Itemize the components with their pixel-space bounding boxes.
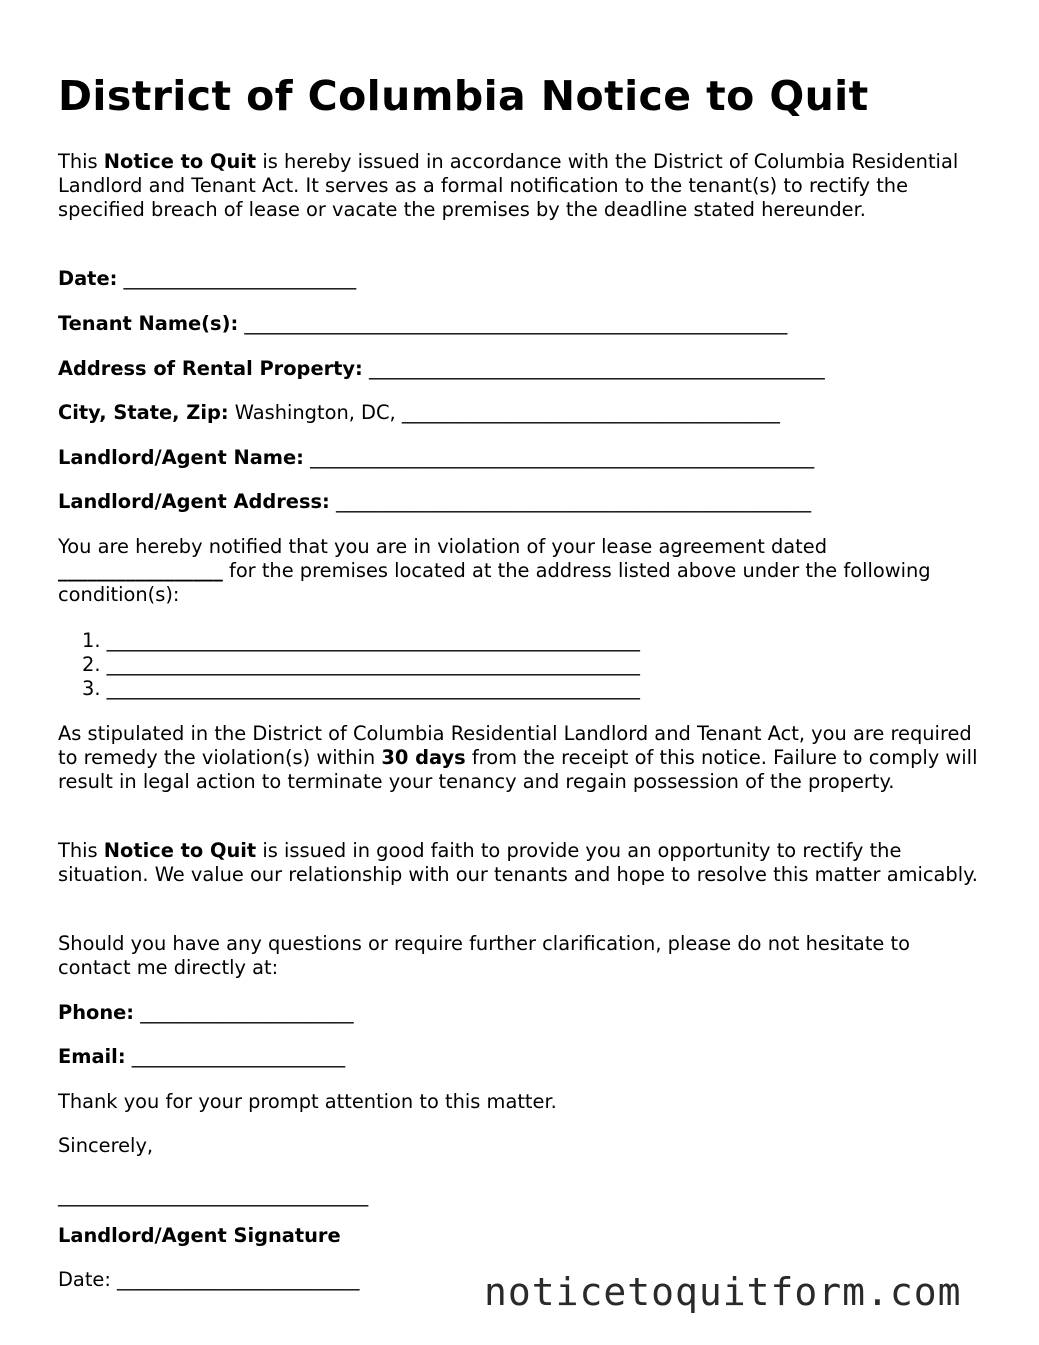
landlord-address-field <box>58 490 811 514</box>
address-field <box>58 357 825 381</box>
address-label: Address of Rental Property: <box>58 357 363 380</box>
tenant-field <box>58 312 787 336</box>
signature-label <box>58 1224 341 1248</box>
questions-paragraph: Should you have any questions or require further clarification, please do not hesitate to contact me directly at: <box>58 932 910 980</box>
email-label: Email: <box>58 1045 126 1068</box>
stipulation-paragraph <box>58 722 988 795</box>
good-faith-paragraph <box>58 839 988 887</box>
closing-line: Sincerely, <box>58 1134 154 1157</box>
date-blank[interactable]: ________________________ <box>123 267 357 290</box>
violation-line-1: You are hereby notified that you are in violation of your lease agreement dated <box>58 535 828 558</box>
landlord-name-blank[interactable]: ____________________________________________________ <box>310 446 815 469</box>
tenant-label: Tenant Name(s): <box>58 312 239 335</box>
city-field <box>58 401 780 425</box>
condition-item[interactable]: 2. _______________________________________________________ <box>82 653 640 677</box>
good-faith-text-start: This <box>58 839 104 862</box>
city-blank[interactable]: _______________________________________ <box>401 401 780 424</box>
violation-line-2 <box>58 559 931 583</box>
landlord-name-field <box>58 446 814 470</box>
city-value: Washington, DC, <box>234 401 402 424</box>
signature-date-field <box>58 1268 359 1292</box>
city-label: City, State, Zip: <box>58 401 229 424</box>
signature-date-label: Date: <box>58 1268 118 1291</box>
violation-line-3: condition(s): <box>58 583 180 606</box>
intro-text-end: is hereby issued in accordance with the District of Columbia Residential Landlord and Tenant Act. It serves as a formal notification to the tenant(s) to rectify the specified breach of lease or vacate the premises by the deadline stated hereunder. <box>58 150 959 222</box>
page-title: District of Columbia Notice to Quit <box>58 72 869 120</box>
intro-notice-bold: Notice to Quit <box>103 150 257 173</box>
address-blank[interactable]: _______________________________________________ <box>369 357 825 380</box>
condition-item[interactable]: 3. _______________________________________________________ <box>82 677 640 701</box>
signature-label-text: Landlord/Agent Signature <box>58 1224 341 1247</box>
conditions-list <box>82 629 640 702</box>
signature-date-blank[interactable]: _________________________ <box>117 1268 360 1291</box>
intro-paragraph <box>58 150 988 223</box>
phone-blank[interactable]: ______________________ <box>140 1001 354 1024</box>
site-watermark: noticetoquitform.com <box>484 1270 962 1314</box>
good-faith-notice-bold: Notice to Quit <box>103 839 257 862</box>
phone-label: Phone: <box>58 1001 135 1024</box>
date-label: Date: <box>58 267 118 290</box>
violation-line-2-text: for the premises located at the address listed above under the following <box>222 559 931 582</box>
landlord-address-label: Landlord/Agent Address: <box>58 490 330 513</box>
email-blank[interactable]: ______________________ <box>131 1045 346 1068</box>
landlord-name-label: Landlord/Agent Name: <box>58 446 304 469</box>
email-field <box>58 1045 345 1069</box>
deadline-bold: 30 days <box>381 746 466 770</box>
intro-text-start: This <box>58 150 104 173</box>
date-field <box>58 267 356 291</box>
stipulation-text-end: from the receipt of this notice. Failure to comply will result in legal action to terminate your tenancy and regain possession of the property. <box>58 746 978 794</box>
lease-date-blank[interactable]: _________________ <box>58 559 223 582</box>
signature-line[interactable]: ________________________________ <box>58 1184 369 1207</box>
condition-item[interactable]: 1. _______________________________________________________ <box>82 629 640 652</box>
good-faith-text-end: is issued in good faith to provide you an opportunity to rectify the situation. We value our relationship with our tenants and hope to resolve this matter amicably. <box>58 839 978 887</box>
thanks-line: Thank you for your prompt attention to this matter. <box>58 1090 557 1113</box>
tenant-blank[interactable]: ________________________________________________________ <box>244 312 788 335</box>
phone-field <box>58 1001 354 1025</box>
stipulation-text-start: As stipulated in the District of Columbia Residential Landlord and Tenant Act, you are required to remedy the violation(s) within <box>58 722 972 770</box>
landlord-address-blank[interactable]: _________________________________________________ <box>335 490 812 513</box>
